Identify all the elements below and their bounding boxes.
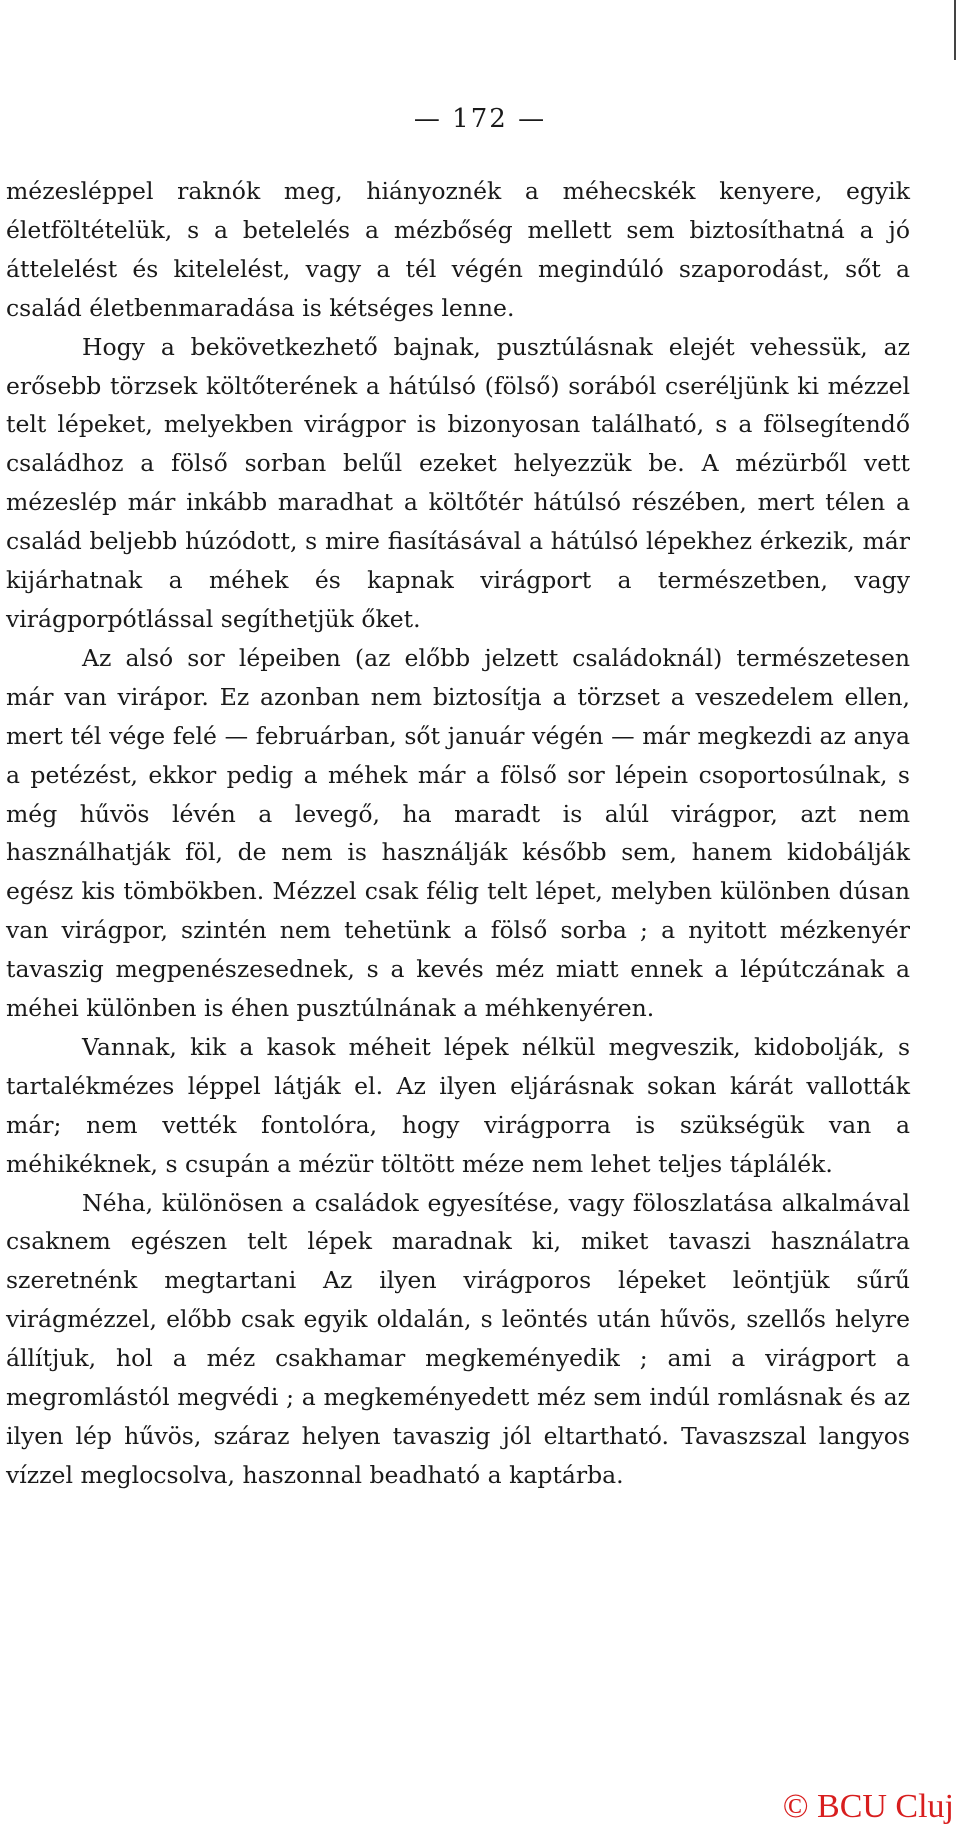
paragraph: Az alsó sor lépeiben (az előbb jelzett családoknál) természetesen már van virápor. Ez azonban nem biztosítja a törzset a veszedelem ellen, mert tél vége felé — februárban, sőt január végén — már megkezdi az anya a petézést, ekkor pedig a méhek már a fölső sor lépein csoportosúlnak, s még hűvös lévén a levegő, ha maradt is alúl virágpor, azt nem használhatják föl, de nem is használják később sem, hanem kidobálják egész kis tömbökben. Mézzel csak félig telt lépet, melyben különben dúsan van virágpor, szintén nem tehetünk a fölső sorba ; a nyitott mézkenyér tavaszig megpenészesednek, s a kevés méz miatt ennek a lépútczának a méhei különben is éhen pusztúlnának a méhkenyéren.	[6, 643, 910, 1023]
page-edge-line	[954, 0, 956, 60]
paragraph: mézesléppel raknók meg, hiányoznék a méhecskék kenyere, egyik életföltételük, s a betelelés a mézbőség mellett sem biztosíthatná a jó áttelelést és kitelelést, vagy a tél végén megindúló szaporodást, sőt a család életbenmaradása is kétséges lenne.	[6, 177, 910, 322]
copyright-watermark: © BCU Cluj	[782, 1788, 954, 1825]
paragraph: Vannak, kik a kasok méheit lépek nélkül megveszik, kidobolják, s tartalékmézes léppel látják el. Az ilyen eljárásnak sokan kárát vallották már; nem vették fontolóra, hogy virágporra is szükségük van a méhikéknek, s csupán a mézür töltött méze nem lehet teljes táplálék.	[6, 1032, 910, 1178]
page-number: — 172 —	[413, 104, 547, 134]
paragraph: Néha, különösen a családok egyesítése, vagy föloszlatása alkalmával csaknem egészen telt lépek maradnak ki, miket tavaszi használatra szeretnénk megtartani Az ilyen virágporos lépeket leöntjük sűrű virágmézzel, előbb csak egyik oldalán, s leöntés után hűvös, szellős helyre állítjuk, hol a méz csakhamar megkeményedik ; ami a virágport a megromlástól megvédi ; a megkeményedett méz sem indúl romlásnak és az ilyen lép hűvös, száraz helyen tavaszig jól eltartható. Tavaszszal langyos vízzel meglocsolva, haszonnal beadható a kaptárba.	[6, 1188, 910, 1489]
body-text	[6, 172, 910, 1495]
paragraph: Hogy a bekövetkezhető bajnak, pusztúlásnak elejét vehessük, az erősebb törzsek költőterének a hátúlsó (fölső) sorából cseréljünk ki mézzel telt lépeket, melyekben virágpor is bizonyosan található, s a fölsegítendő családhoz a fölső sorban belűl ezeket helyezzük be. A mézürből vett mézeslép már inkább maradhat a költőtér hátúlsó részében, mert télen a család beljebb húzódott, s mire fiasításával a hátúlsó lépekhez érkezik, már kijárhatnak a méhek és kapnak virágport a természetben, vagy virágporpótlással segíthetjük őket.	[6, 332, 910, 633]
